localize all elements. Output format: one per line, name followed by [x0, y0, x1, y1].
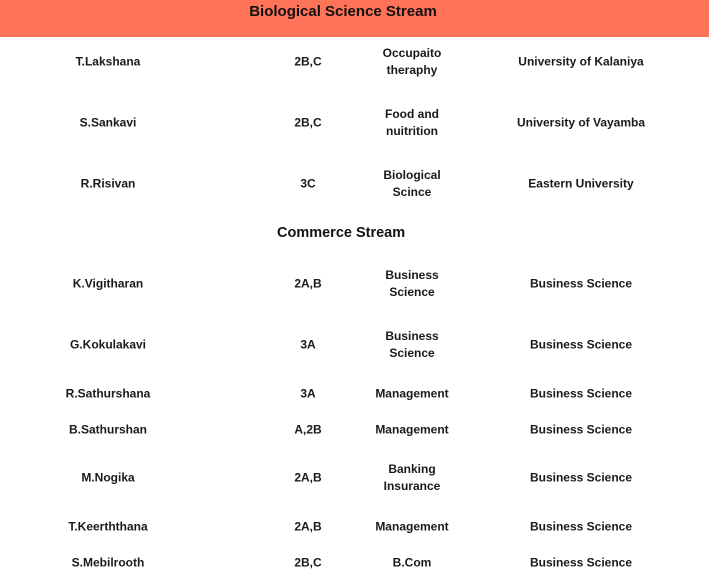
institution-name: Business Science — [529, 519, 633, 534]
result-grade: 2B,C — [294, 555, 322, 570]
institution-name: Eastern University — [528, 176, 634, 191]
result-grade: 2A,B — [294, 276, 322, 291]
course-subject: Occupaito theraphy — [382, 46, 442, 77]
course-subject: Food and nuitrition — [385, 107, 439, 138]
student-name: M.Nogika — [81, 470, 135, 485]
institution-name: Business Science — [529, 555, 633, 570]
result-grade: 2B,C — [294, 115, 322, 130]
course-subject: Business Science — [385, 329, 439, 360]
institution-name: Business Science — [529, 337, 633, 352]
bio-stream-title: Biological Science Stream — [249, 3, 437, 20]
student-name: T.Keerththana — [68, 519, 148, 534]
student-name: B.Sathurshan — [68, 422, 147, 437]
student-name: T.Lakshana — [75, 54, 141, 69]
institution-name: Business Science — [529, 422, 633, 437]
student-name: R.Risivan — [80, 176, 136, 191]
student-name: R.Sathurshana — [65, 386, 151, 401]
result-grade: 3A — [300, 337, 316, 352]
result-grade: 2B,C — [294, 54, 322, 69]
institution-name: Business Science — [529, 276, 633, 291]
result-grade: 2A,B — [294, 470, 322, 485]
course-subject: Business Science — [385, 268, 439, 299]
course-subject: Biological Scince — [383, 168, 441, 199]
result-grade: 2A,B — [294, 519, 322, 534]
course-subject: Management — [375, 422, 449, 437]
course-subject: Management — [375, 386, 449, 401]
student-name: S.Mebilrooth — [71, 555, 145, 570]
institution-name: Business Science — [529, 470, 633, 485]
commerce-stream-title: Commerce Stream — [277, 225, 406, 241]
course-subject: B.Com — [392, 555, 432, 570]
student-name: S.Sankavi — [79, 115, 137, 130]
course-subject: Banking Insurance — [383, 462, 441, 493]
result-grade: 3C — [300, 176, 316, 191]
student-name: K.Vigitharan — [72, 276, 144, 291]
result-grade: A,2B — [294, 422, 322, 437]
student-name: G.Kokulakavi — [69, 337, 147, 352]
institution-name: University of Vayamba — [516, 115, 646, 130]
institution-name: University of Kalaniya — [518, 54, 644, 69]
bio-stream-banner — [0, 0, 709, 37]
institution-name: Business Science — [529, 386, 633, 401]
result-grade: 3A — [300, 386, 316, 401]
course-subject: Management — [375, 519, 449, 534]
